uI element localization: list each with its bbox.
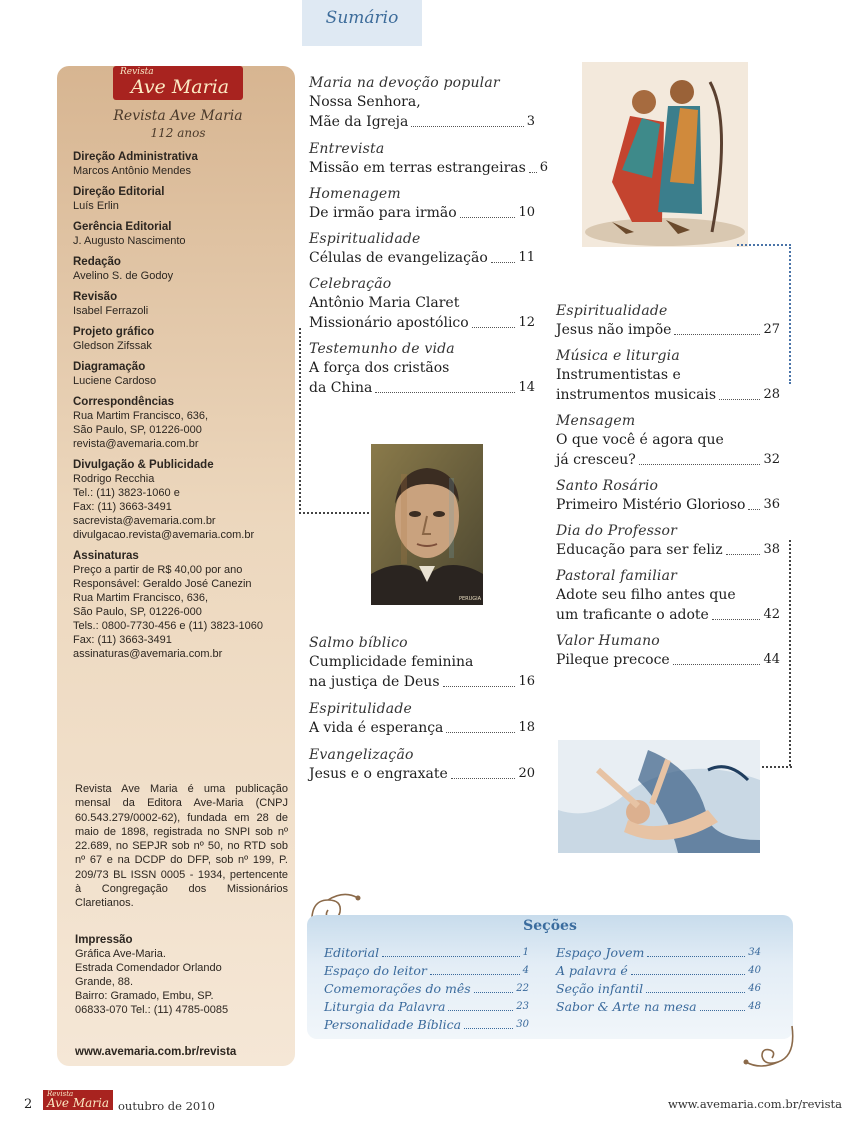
credit-block [73,255,288,283]
footer-url-link[interactable]: www.avemaria.com.br/revista [668,1097,842,1111]
toc-entry[interactable] [556,412,780,470]
toc-left-top [309,74,549,405]
section-page-number: 46 [748,983,761,994]
leader-dots [451,778,516,779]
credit-line: Responsável: Geraldo José Canezin [73,578,252,590]
logo-big-text: Ave Maria [130,76,230,98]
section-page-number: 34 [748,947,761,958]
toc-entry[interactable] [309,230,535,268]
section-item[interactable] [556,980,761,998]
section-page-number: 30 [516,1019,529,1030]
credit-line: Luciene Cardoso [73,375,157,387]
toc-title-row [309,112,535,132]
credit-label: Direção Administrativa [73,151,198,163]
leader-dots [411,126,523,127]
section-label: Comemorações do mês [324,981,471,996]
leader-dots [631,974,746,975]
sections-right-list [556,944,761,1016]
toc-title-row [309,378,535,398]
print-line: Estrada Comendador Orlando [75,962,222,974]
toc-page-number: 10 [518,205,535,220]
leader-dots [726,554,761,555]
leader-dots [460,217,516,218]
toc-entry[interactable] [309,74,535,132]
toc-category: Espiritualidade [309,231,421,247]
toc-title-row [309,672,535,692]
apostles-illustration-image [582,62,748,247]
toc-entry[interactable] [309,275,535,333]
leader-dots [712,619,761,620]
toc-entry[interactable] [309,185,535,223]
credit-line: Preço a partir de R$ 40,00 por ano [73,564,243,576]
print-line: Bairro: Gramado, Embu, SP. [75,990,214,1002]
toc-page-number: 27 [763,322,780,337]
toc-page-number: 44 [763,652,780,667]
toc-page-number: 3 [526,114,535,129]
issue-date: outubro de 2010 [118,1099,215,1113]
section-item[interactable] [324,998,529,1016]
leader-dots [674,334,760,335]
toc-title-line: O que você é agora que [556,432,724,448]
toc-entry[interactable] [309,340,535,398]
connector-line-horizontal [299,512,369,514]
leader-dots [748,509,760,510]
toc-entry[interactable] [556,477,780,515]
section-item[interactable] [556,962,761,980]
credit-block [73,220,288,248]
toc-title-row [556,650,780,670]
leader-dots [443,686,516,687]
leader-dots [647,956,745,957]
toc-page-number: 32 [763,452,780,467]
toc-title-row [556,320,780,340]
toc-entry[interactable] [556,567,780,625]
credit-block [73,150,288,178]
credit-line: assinaturas@avemaria.com.br [73,648,223,660]
leader-dots [375,392,515,393]
credit-label: Divulgação & Publicidade [73,459,214,471]
toc-category: Dia do Professor [556,523,678,539]
section-item[interactable] [556,944,761,962]
credit-line: Luís Erlin [73,200,119,212]
toc-category: Homenagem [309,186,401,202]
credit-label: Assinaturas [73,550,139,562]
connector-line-vertical [299,328,301,514]
toc-category: Entrevista [309,141,385,157]
credit-label: Diagramação [73,361,146,373]
credit-block [73,185,288,213]
leader-dots [474,992,514,993]
toc-title-row [309,718,535,738]
credit-line: Gledson Zifssak [73,340,152,352]
toc-entry[interactable] [309,700,535,738]
ornament-right-icon [742,1022,796,1076]
masthead-heading: Revista Ave Maria [113,108,243,124]
toc-title-line: Instrumentistas e [556,367,681,383]
section-page-number: 40 [748,965,761,976]
credit-line: Rua Martim Francisco, 636, [73,410,209,422]
toc-title-line: já cresceu? [556,452,636,468]
toc-title-line: A força dos cristãos [309,360,450,376]
credit-label: Projeto gráfico [73,326,155,338]
sections-left-list [324,944,529,1034]
credit-line: revista@avemaria.com.br [73,438,199,450]
toc-category: Maria na devoção popular [309,75,500,91]
toc-page-number: 16 [518,674,535,689]
credit-line: Isabel Ferrazoli [73,305,149,317]
toc-category: Evangelização [309,747,414,763]
toc-page-number: 36 [763,497,780,512]
toc-category: Espiritulidade [309,701,412,717]
connector-line-top [737,244,791,246]
section-item[interactable] [324,962,529,980]
credit-block [73,458,288,542]
masthead-subheading: 112 anos [150,126,206,140]
credit-block [73,395,288,451]
credit-label: Correspondências [73,396,174,408]
toc-right [556,302,780,677]
logo-small-text: Revista [120,67,154,77]
footer-logo-small-text: Revista [47,1090,74,1098]
credit-block [73,325,288,353]
leader-dots [491,262,516,263]
toc-page-number: 14 [518,380,535,395]
credits-list [73,150,288,668]
leader-dots [472,327,516,328]
psalm-illustration-image [558,740,760,853]
toc-entry[interactable] [556,632,780,670]
toc-title-line: Antônio Maria Claret [309,295,460,311]
leader-dots [430,974,520,975]
credit-block [73,290,288,318]
toc-title-line: um traficante o adote [556,607,709,623]
print-lines [75,947,288,1017]
sidebar-url-link[interactable]: www.avemaria.com.br/revista [75,1046,237,1058]
leader-dots [464,1028,513,1029]
toc-title-row [556,605,780,625]
toc-page-number: 6 [539,160,549,175]
leader-dots [382,956,520,957]
toc-entry[interactable] [556,302,780,340]
credit-line: Fax: (11) 3663-3491 [73,634,172,646]
toc-title-line: Educação para ser feliz [556,542,723,558]
toc-title-line: Mãe da Igreja [309,114,409,130]
toc-category: Valor Humano [556,633,660,649]
toc-page-number: 42 [763,607,780,622]
credit-line: Rodrigo Recchia [73,473,155,485]
section-item[interactable] [324,944,529,962]
toc-title-line: instrumentos musicais [556,387,717,403]
leader-dots [448,1010,513,1011]
toc-category: Santo Rosário [556,478,659,494]
credit-line: Tel.: (11) 3823-1060 e [73,487,180,499]
leader-dots [529,172,537,173]
leader-dots [700,1010,746,1011]
toc-category: Mensagem [556,413,636,429]
portrait-signature: PERUGIA [459,596,482,602]
toc-page-number: 38 [763,542,780,557]
toc-title-line: Missão em terras estrangeiras [309,160,526,176]
toc-left-lower [309,634,535,792]
toc-category: Testemunho de vida [309,341,455,357]
leader-dots [446,732,515,733]
section-page-number: 1 [522,947,529,958]
section-page-number: 22 [516,983,529,994]
credit-block [73,360,288,388]
publication-info: Revista Ave Maria é uma publicação mensal da Editora Ave-Maria (CNPJ 60.543.279/0002-62), fundada em 28 de maio de 1898, registrada no SNPI sob nº 22.689, no SEPJR sob nº 50, no RTD sob nº 67 e na DCDP do DFP, sob nº 199, P. 209/73 BL ISSN 0005 - 1934, pertencente à Congregação dos Missionários Claretianos. [75,783,288,910]
toc-title-row [556,450,780,470]
credit-label: Gerência Editorial [73,221,172,233]
credit-line: Fax: (11) 3663-3491 [73,501,172,513]
toc-category: Celebração [309,276,392,292]
leader-dots [719,399,760,400]
toc-title-row [556,495,780,515]
print-line: Gráfica Ave-Maria. [75,948,166,960]
leader-dots [646,992,745,993]
leader-dots [673,664,761,665]
credit-line: São Paulo, SP, 01226-000 [73,424,202,436]
page-number: 2 [24,1097,33,1112]
toc-title-line: Jesus não impõe [556,322,672,338]
credit-block [73,549,288,661]
print-info [75,933,288,1017]
toc-category: Música e liturgia [556,348,680,364]
toc-title-line: na justiça de Deus [309,674,440,690]
footer-logo-big-text: Ave Maria [46,1096,110,1110]
print-line: 06833-070 Tel.: (11) 4785-0085 [75,1004,229,1016]
section-page-number: 48 [748,1001,761,1012]
section-label: A palavra é [556,963,628,978]
credit-label: Revisão [73,291,118,303]
toc-title-row [309,203,535,223]
section-label: Espaço do leitor [324,963,427,978]
leader-dots [639,464,761,465]
toc-title-line: Células de evangelização [309,250,488,266]
connector-line-right-top [789,244,791,384]
credit-line: sacrevista@avemaria.com.br [73,515,216,527]
section-item[interactable] [556,998,761,1016]
toc-title-line: da China [309,380,373,396]
print-label: Impressão [75,934,133,946]
credit-line: divulgacao.revista@avemaria.com.br [73,529,255,541]
toc-title-row [309,313,535,333]
toc-title-line: A vida é esperança [309,720,444,736]
credit-label: Direção Editorial [73,186,165,198]
toc-title-row [309,158,549,178]
toc-title-line: Pileque precoce [556,652,670,668]
page-title: Sumário [325,8,399,28]
toc-entry[interactable] [309,746,535,784]
sections-title: Seções [523,918,577,934]
toc-entry[interactable] [309,140,549,178]
toc-entry[interactable] [556,522,780,560]
section-item[interactable] [324,1016,529,1034]
section-page-number: 23 [516,1001,529,1012]
toc-title-row [309,248,535,268]
section-label: Liturgia da Palavra [324,999,446,1014]
claret-portrait-image [371,444,483,605]
toc-page-number: 12 [518,315,535,330]
section-page-number: 4 [522,965,529,976]
credit-label: Redação [73,256,121,268]
toc-title-row [556,385,780,405]
connector-line-right-bottom [789,540,791,766]
credit-line: Avelino S. de Godoy [73,270,174,282]
credit-line: Tels.: 0800-7730-456 e (11) 3823-1060 [73,620,263,632]
section-label: Espaço Jovem [556,945,645,960]
toc-entry[interactable] [556,347,780,405]
section-label: Seção infantil [556,981,644,996]
section-item[interactable] [324,980,529,998]
toc-entry[interactable] [309,634,535,692]
section-label: Personalidade Bíblica [324,1017,462,1032]
toc-title-row [309,764,535,784]
toc-category: Salmo bíblico [309,635,408,651]
toc-page-number: 28 [763,387,780,402]
toc-title-line: Primeiro Mistério Glorioso [556,497,746,513]
toc-title-line: De irmão para irmão [309,205,457,221]
toc-page-number: 20 [518,766,535,781]
toc-title-line: Jesus e o engraxate [309,766,448,782]
credit-line: Marcos Antônio Mendes [73,165,192,177]
toc-category: Espiritualidade [556,303,668,319]
toc-title-line: Nossa Senhora, [309,94,421,110]
section-label: Editorial [324,945,380,960]
toc-title-line: Cumplicidade feminina [309,654,474,670]
toc-category: Pastoral familiar [556,568,678,584]
section-label: Sabor & Arte na mesa [556,999,697,1014]
toc-title-line: Missionário apostólico [309,315,469,331]
credit-line: J. Augusto Nascimento [73,235,186,247]
credit-line: Rua Martim Francisco, 636, [73,592,209,604]
connector-line-bottom [758,766,792,768]
toc-page-number: 11 [518,250,535,265]
toc-title-line: Adote seu filho antes que [556,587,736,603]
print-line: Grande, 88. [75,976,134,988]
toc-title-row [556,540,780,560]
credit-line: São Paulo, SP, 01226-000 [73,606,202,618]
toc-page-number: 18 [518,720,535,735]
